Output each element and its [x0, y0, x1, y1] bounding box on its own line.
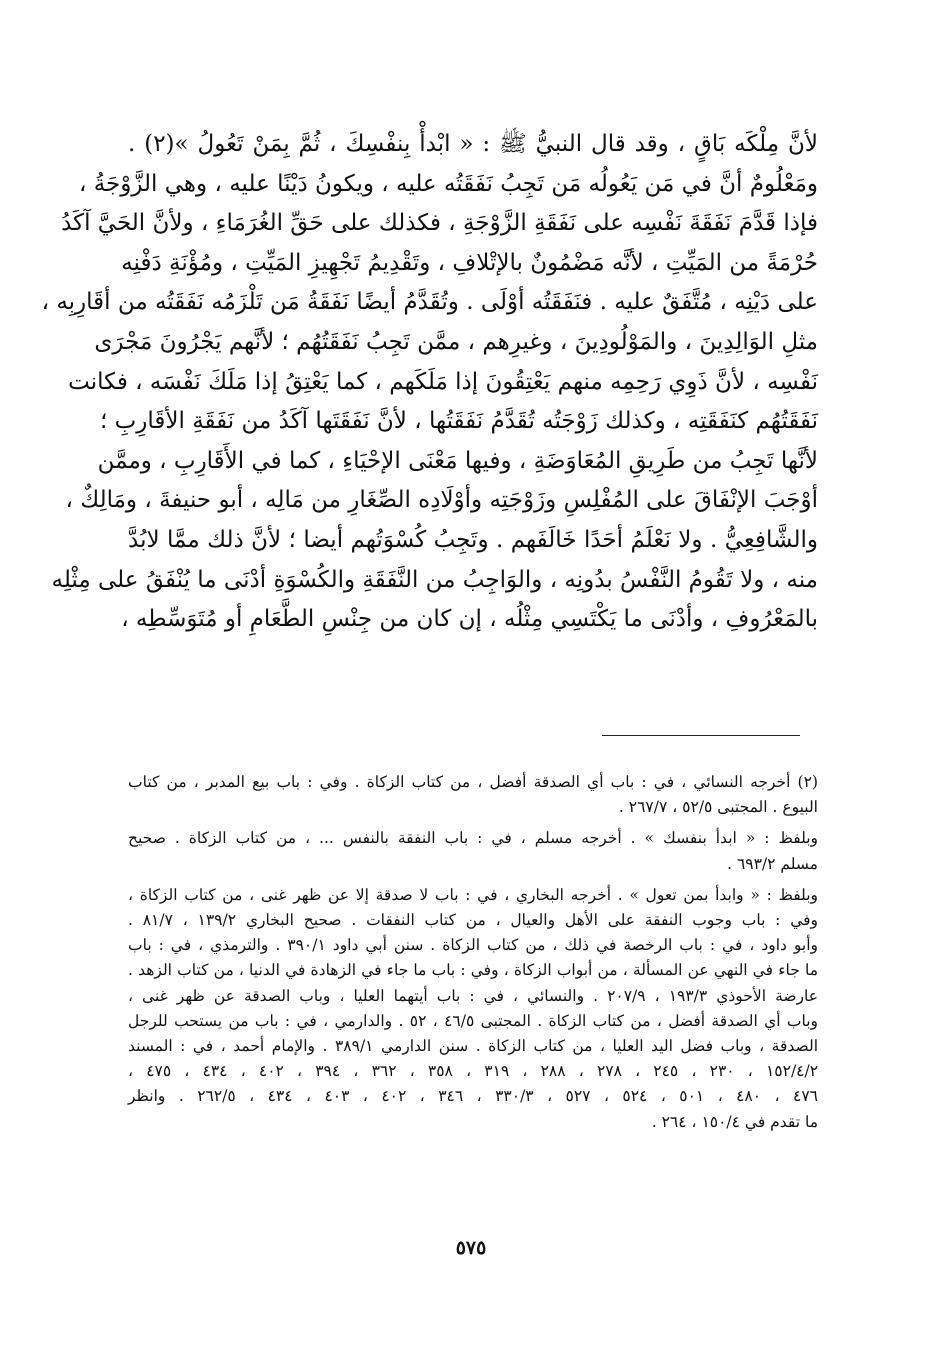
main-text-line: فإذا قَدَّمَ نَفَقَةَ نَفْسِه على نَفَقَةِ الزَّوْجَةِ ، فكذلك على حَقِّ الغُرَمَاءِ ، ولأنَّ الحَيَّ آكَدُ [61, 210, 818, 237]
footnote-line: الصدقة ، وباب فضل اليد العليا ، من كتاب الزكاة . سنن الدارمي ٣٨٩/١ . والإمام أحمد ، في : المسند [128, 1037, 819, 1056]
main-text-line: منه ، ولا تَقُومُ النَّفْسُ بدُونِه ، والوَاجِبُ من النَّفَقَةِ والكُسْوَةِ أدْنَى ما يُنْفَقُ على مِثْلِه [51, 566, 818, 593]
main-text-line: بالمَعْرُوفِ ، وأدْنَى ما يَكْتَسِي مِثْلُه ، إن كان من جِنْسِ الطَّعَامِ أو مُتَوَسِّطِه ، [121, 606, 818, 633]
footnote-block [128, 770, 818, 820]
main-text-line: حُرْمَةً من المَيِّتِ ، لأنَّه مَضْمُونٌ بالإتْلافِ ، وتَقْدِيمُ تَجْهِيزِ المَيِّتِ ، ومُؤْنَةِ دَفْنِه [121, 249, 818, 276]
footnote-line: وأبو داود ، في : باب الرخصة في ذلك ، من كتاب الزكاة . سنن أبي داود ٣٩٠/١ . والترمذي ، في : باب [128, 936, 818, 955]
footnote-line: وبلفظ : « ابدأ بنفسك » . أخرجه مسلم ، في : باب النفقة بالنفس ... ، من كتاب الزكاة . صحيح [128, 829, 818, 848]
main-text-line: لأنَّ مِلْكَه بَاقٍ ، وقد قال النبيُّ ﷺ : « ابْدأْ بِنفْسِكَ ، ثُمَّ بِمَنْ تَعُولُ »(٢) . [128, 131, 818, 157]
main-text-line: والشَّافِعِيُّ . ولا نَعْلَمُ أحَدًا خَالَفَهم . وتَجِبُ كُسْوَتُهم أيضا ؛ لأنَّ ذلك ممَّا لابُدَّ [128, 526, 818, 553]
footnote-block [128, 883, 818, 1135]
footnote-line: البيوع . المجتبى ٥٢/٥ ، ٢٦٧/٧ . [618, 798, 818, 817]
page-number: ٥٧٥ [455, 1237, 487, 1259]
footnote-line: وبلفظ : « وابدأ بمن تعول » . أخرجه البخاري ، في : باب لا صدقة إلا عن ظهر غنى ، من كتاب الزكاة ، [128, 885, 818, 904]
footnote-separator [602, 735, 800, 736]
footnote-line: عارضة الأحوذي ١٩٣/٣ ، ٢٠٧/٩ . والنسائي ، في : باب أيتهما العليا ، وباب الصدقة عن ظهر غنى ، [128, 986, 818, 1005]
main-text-line: على دَيْنِه ، مُتَّفَقٌ عليه . فنَفَقَتُه أوْلَى . وتُقَدَّمُ أيضًا نَفَقَةُ مَن تَلْزَمُه نَفَقَتُه من أقَارِبِه ، [41, 289, 818, 316]
main-text-line: مثلِ الوَالِدِينَ ، والمَوْلُودِينَ ، وغيرِهم ، ممَّن تَجِبُ نَفَقَتُهُم ؛ لأنَّهم يَجْرُونَ مَجْرَى [94, 328, 818, 355]
footnote-line: (٢) أخرجه النسائي ، في : باب أي الصدقة أفضل ، من كتاب الزكاة . وفي : باب بيع المدبر ، من كتاب [128, 773, 818, 791]
main-text-line: نَفَقَتُهُم كنَفَقَتِه ، وكذلك زَوْجَتُه تُقَدَّمُ نَفَقَتُها ، لأنَّ نَفَقَتَها آكَدُ من نَفَقَةِ الأقَارِبِ ؛ [100, 408, 818, 435]
main-text-line: أوْجَبَ الإنْفَاقَ على المُفْلِسِ وزَوْجَتِه وأوْلَادِه الصِّغَارِ من مَالِه ، أبو حنيفةَ ، ومَالِكٌ ، [65, 487, 818, 514]
footnote-line: ما تقدم في ١٥٠/٤ ، ٢٦٤ . [651, 1112, 818, 1131]
footnote-line: ١٥٢/٤/٢ ، ٢٣٠ ، ٢٤٥ ، ٢٧٨ ، ٢٨٨ ، ٣١٩ ، ٣٥٨ ، ٣٦٢ ، ٣٩٤ ، ٤٠٢ ، ٤٣٤ ، ٤٧٥ ، [128, 1062, 819, 1081]
footnote-block [128, 826, 818, 876]
main-text-line: ومَعْلُومٌ أنَّ في مَن يَعُولُه مَن تَجِبُ نَفَقَتُه عليه ، ويكونُ دَيْنًا عليه ، وهي الزَّوْجَةُ ، [78, 170, 818, 197]
footnote-line: ما جاء في النهي عن المسألة ، من أبواب الزكاة ، وفي : باب ما جاء في الزهادة في الدنيا ، من كتاب الزهد . [128, 961, 818, 980]
main-text-line: نَفْسِه ، لأنَّ ذَوِي رَحِمِه منهم يَعْتِقُونَ إذا مَلَكَهم ، كما يَعْتِقُ إذا مَلَكَ نَفْسَه ، فكانت [68, 368, 818, 395]
footnote-line: وفي : باب وجوب النفقة على الأهل والعيال ، من كتاب النفقات . صحيح البخاري ١٣٩/٢ ، ٨١/٧ . [128, 911, 819, 930]
footnote-line: مسلم ٦٩٣/٢ . [727, 854, 818, 873]
footnote-line: ٤٧٦ ، ٤٨٠ ، ٥٠١ ، ٥٢٤ ، ٥٢٧ ، ٣٣٠/٣ ، ٣٤٦ ، ٤٠٢ ، ٤٠٣ ، ٤٣٤ ، ٢٦٢/٥ . وانظر [128, 1087, 819, 1106]
main-text-line: لأنَّها تَجِبُ من طَرِيقِ المُعَاوَضَةِ ، وفيها مَعْنَى الإحْيَاءِ ، كما في الأَقَارِبِ ، وممَّن [97, 447, 818, 474]
footnote-line: وباب أي الصدقة أفضل ، من كتاب الزكاة . المجتبى ٤٦/٥ ، ٥٢ . والدارمي ، في : باب من يستحب للرجل [128, 1011, 818, 1030]
footnotes [128, 770, 818, 1141]
main-text [41, 125, 818, 640]
